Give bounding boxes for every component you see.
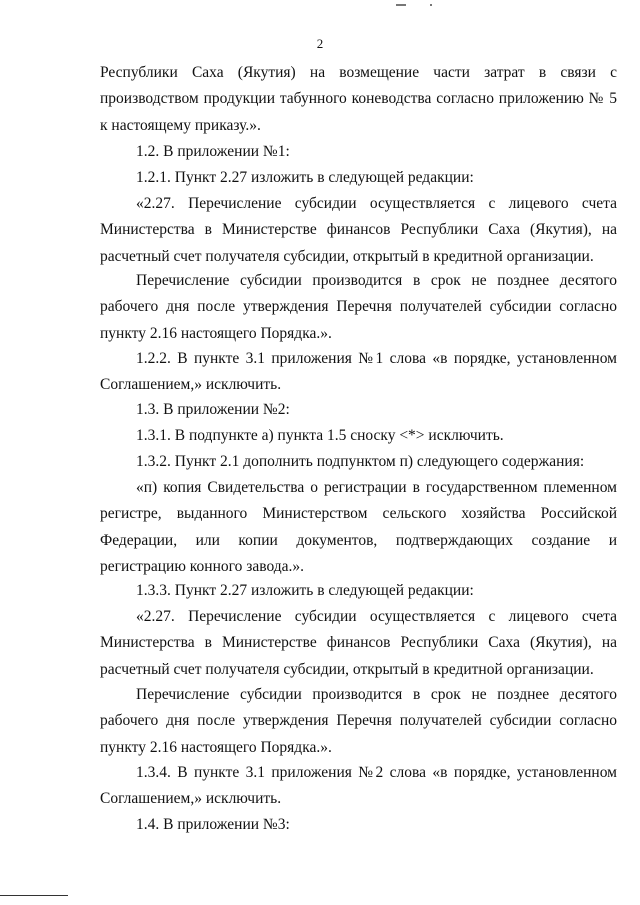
page-number: 2	[316, 36, 324, 51]
paragraph-heading-1-3: 1.3. В приложении №2:	[136, 401, 290, 418]
paragraph-1-3-4: 1.3.4. В пункте 3.1 приложения №2 слова «в порядке, установленном Соглашением,» исключить.	[100, 764, 617, 808]
paragraph-1-2-2: 1.2.2. В пункте 3.1 приложения №1 слова «в порядке, установленном Соглашением,» исключить.	[100, 350, 617, 394]
paragraph-2-27-first: «2.27. Перечисление субсидии осуществляется с лицевого счета Министерства в Министерстве финансов Республики Саха (Якутия), на расчетный счет получателя субсидии, открытый в кредитной организации.	[100, 195, 617, 265]
scan-artifact	[430, 4, 432, 6]
paragraph-heading-1-4: 1.4. В приложении №3:	[136, 816, 290, 833]
paragraph-1-3-3: 1.3.3. Пункт 2.27 изложить в следующей редакции:	[136, 582, 474, 599]
paragraph-1-3-2: 1.3.2. Пункт 2.1 дополнить подпунктом п) следующего содержания:	[136, 453, 585, 470]
paragraph-transfer-term-second: Перечисление субсидии производится в срок не позднее десятого рабочего дня после утверждения Перечня получателей субсидии согласно пункту 2.16 настоящего Порядка.».	[100, 686, 617, 756]
paragraph-heading-1-2: 1.2. В приложении №1:	[136, 143, 290, 160]
paragraph-transfer-term-first: Перечисление субсидии производится в срок не позднее десятого рабочего дня после утверждения Перечня получателей субсидии согласно пункту 2.16 настоящего Порядка.».	[100, 272, 617, 342]
paragraph-2-27-second: «2.27. Перечисление субсидии осуществляется с лицевого счета Министерства в Министерстве финансов Республики Саха (Якутия), на расчетный счет получателя субсидии, открытый в кредитной организации.	[100, 608, 617, 678]
paragraph-continuation: Республики Саха (Якутия) на возмещение части затрат в связи с производством продукции табунного коневодства согласно приложению № 5 к настоящему приказу.».	[100, 64, 617, 134]
footer-rule	[0, 895, 68, 896]
scan-artifact	[396, 4, 406, 6]
paragraph-1-2-1: 1.2.1. Пункт 2.27 изложить в следующей редакции:	[136, 169, 474, 186]
paragraph-subpoint-p: «п) копия Свидетельства о регистрации в государственном племенном регистре, выданного Министерством сельского хозяйства Российской Федерации, или копии документов, подтверждающих создание и регистрацию конного завода.».	[100, 479, 617, 576]
paragraph-1-3-1: 1.3.1. В подпункте а) пункта 1.5 сноску <*> исключить.	[136, 427, 504, 444]
